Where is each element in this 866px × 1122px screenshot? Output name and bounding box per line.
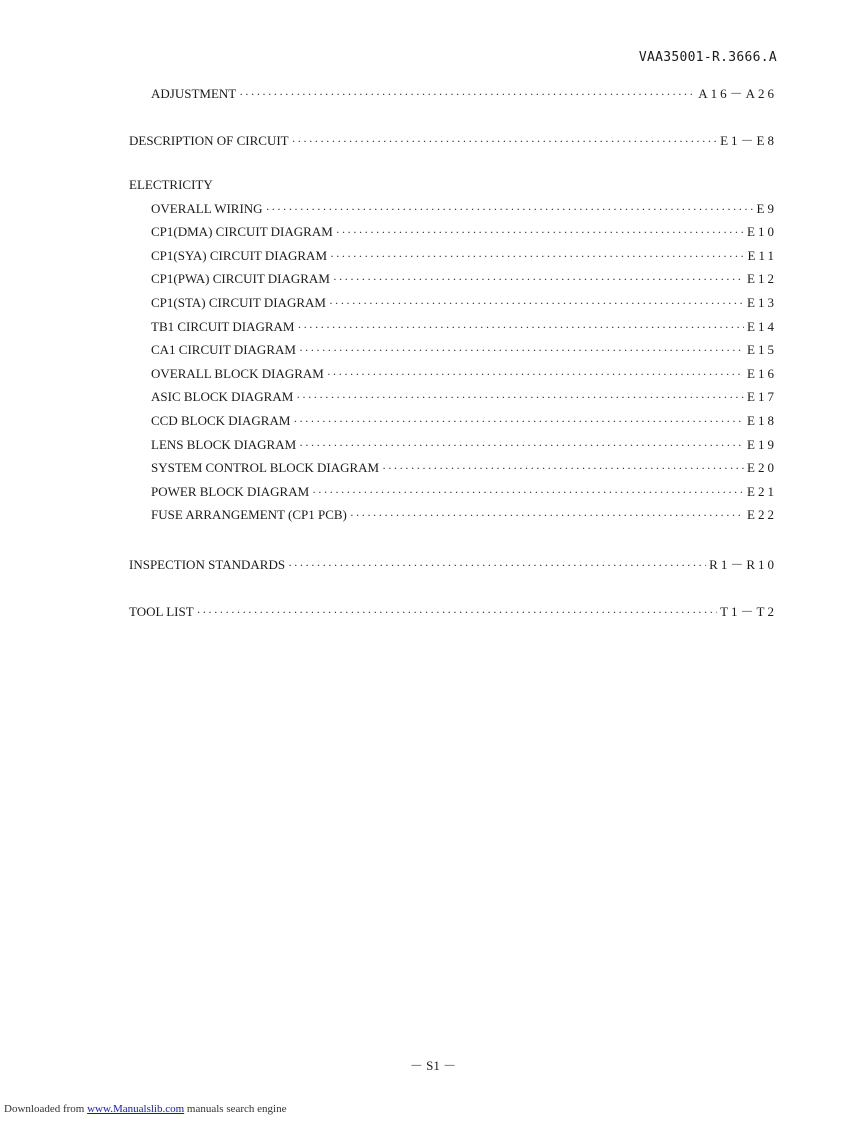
toc-entry-system-control-block[interactable] [129,460,777,484]
toc-entry-pages: E13 [747,294,777,310]
toc-entry-tb1[interactable] [129,318,777,343]
toc-entry-cp1-sta[interactable] [129,294,777,319]
dot-leader [327,367,744,382]
toc-entry-pages: E11 [747,247,777,263]
toc-entry-lens-block[interactable] [129,436,777,461]
toc-entry-title: CCD BLOCK DIAGRAM [151,412,291,428]
dot-leader [266,202,754,217]
toc-entry-title: ADJUSTMENT [151,86,237,101]
toc-entry-pages: E18 [747,412,777,428]
toc-entry-fuse-arrangement[interactable] [129,507,777,531]
dot-leader [333,272,744,287]
toc-entry-inspection-standards[interactable] [129,554,777,578]
toc-entry-cp1-dma[interactable] [129,224,777,248]
dot-leader [329,296,744,311]
toc-entry-pages: E12 [747,271,777,287]
dot-leader [296,390,744,405]
toc-entry-pages: E22 [747,507,777,523]
toc-entry-pages: E21 [747,483,777,499]
toc-entry-title: CP1(STA) CIRCUIT DIAGRAM [151,294,326,310]
download-footer [4,1103,286,1115]
toc-entry-pages: A16－A26 [698,86,777,101]
table-of-contents [129,83,777,625]
page-number: － S1 － [409,1058,457,1073]
toc-entry-overall-block[interactable] [129,365,777,390]
toc-entry-title: TOOL LIST [129,604,194,620]
dot-leader [330,249,745,264]
toc-entry-title: CA1 CIRCUIT DIAGRAM [151,342,296,358]
toc-entry-cp1-sya[interactable] [129,247,777,272]
dot-leader [299,438,744,453]
toc-entry-title: DESCRIPTION OF CIRCUIT [129,132,289,148]
dot-leader [299,343,744,358]
dot-leader [298,320,745,335]
manualslib-link[interactable]: www.Manualslib.com [87,1103,185,1115]
toc-entry-pages: E16 [747,365,777,381]
toc-entry-asic-block[interactable] [129,389,777,413]
document-code: VAA35001-R.3666.A [638,50,777,65]
toc-entry-title: FUSE ARRANGEMENT (CP1 PCB) [151,507,347,523]
dot-leader [197,605,717,620]
toc-entry-title: CP1(PWA) CIRCUIT DIAGRAM [151,271,330,287]
toc-entry-pages: E10 [747,224,777,240]
toc-entry-power-block[interactable] [129,483,777,508]
toc-entry-title: LENS BLOCK DIAGRAM [151,436,297,452]
toc-entry-ccd-block[interactable] [129,412,777,437]
toc-entry-adjustment[interactable] [129,83,777,107]
dot-leader [292,134,717,149]
dot-leader [293,414,744,429]
footer-prefix: Downloaded from [4,1103,85,1115]
dot-leader [312,485,744,500]
toc-entry-title: OVERALL BLOCK DIAGRAM [151,365,324,381]
toc-entry-title: POWER BLOCK DIAGRAM [151,483,310,499]
toc-entry-pages: E19 [747,436,777,452]
toc-entry-tool-list[interactable] [129,601,777,625]
toc-entry-title: ASIC BLOCK DIAGRAM [151,389,294,405]
toc-entry-pages: E14 [747,318,777,334]
toc-entry-pages: E20 [747,460,777,476]
toc-entry-cp1-pwa[interactable] [129,271,777,295]
toc-entry-description-of-circuit[interactable] [129,130,777,154]
toc-entry-pages: E9 [756,200,777,216]
toc-entry-overall-wiring[interactable] [129,200,777,225]
toc-entry-pages: R1－R10 [709,557,777,573]
toc-section-electricity [129,177,774,201]
dot-leader [288,558,706,573]
toc-entry-pages: E17 [747,389,777,405]
toc-entry-title: SYSTEM CONTROL BLOCK DIAGRAM [151,460,380,476]
toc-entry-title: CP1(SYA) CIRCUIT DIAGRAM [151,247,328,263]
toc-entry-title: INSPECTION STANDARDS [129,557,286,573]
dot-leader [350,508,744,523]
toc-entry-title: TB1 CIRCUIT DIAGRAM [151,318,295,334]
toc-entry-title: CP1(DMA) CIRCUIT DIAGRAM [151,224,333,240]
dot-leader [239,87,695,102]
toc-entry-title: OVERALL WIRING [151,200,263,216]
footer-suffix: manuals search engine [186,1103,287,1115]
toc-entry-pages: T1－T2 [720,604,777,620]
toc-entry-pages: E1－E8 [720,132,777,148]
toc-entry-ca1[interactable] [129,342,777,366]
dot-leader [382,461,744,476]
toc-section-title: ELECTRICITY [129,176,213,192]
dot-leader [336,225,744,240]
toc-entry-pages: E15 [747,342,777,358]
